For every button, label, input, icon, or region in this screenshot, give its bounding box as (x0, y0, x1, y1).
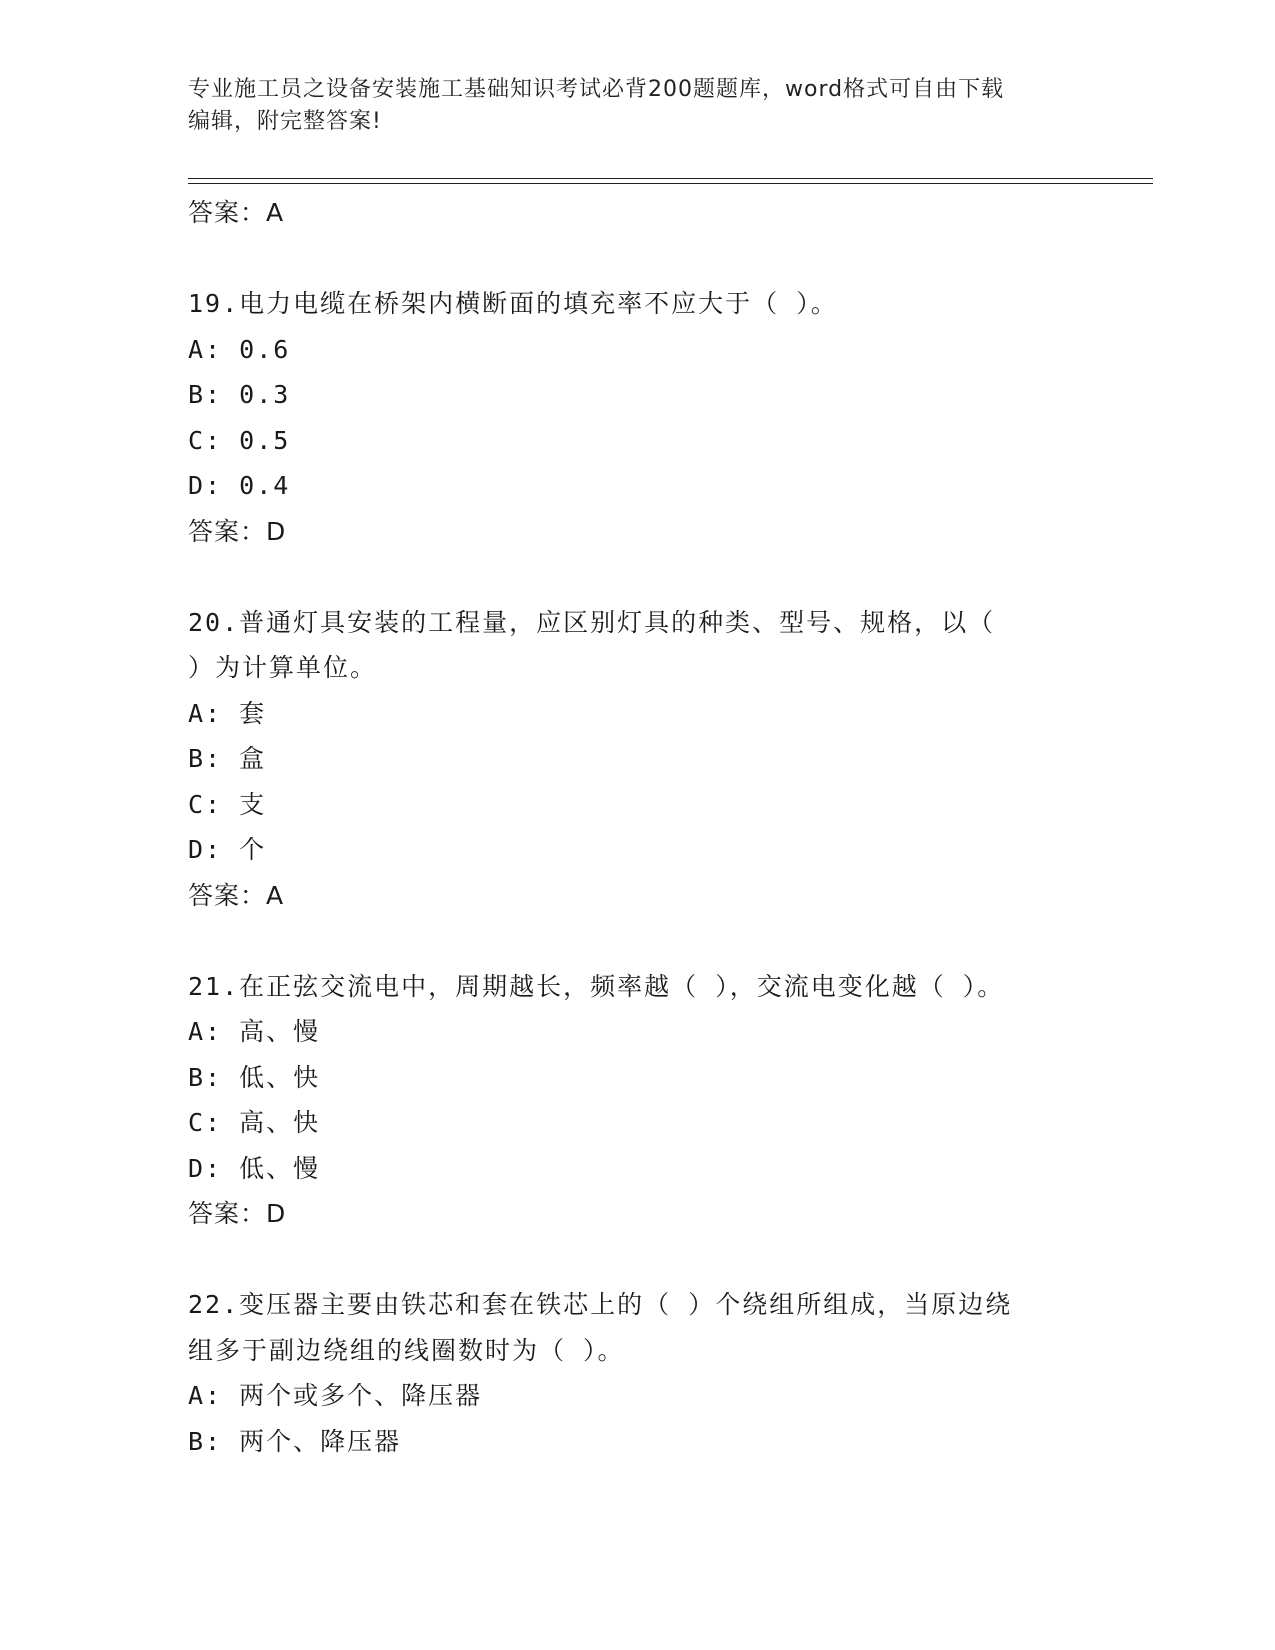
header-rule-top (188, 178, 1153, 179)
document-page (188, 0, 1153, 1650)
option-c: C: 0.5 (188, 425, 291, 455)
option-b: B: 盒 (188, 744, 267, 773)
spacer (188, 918, 1153, 964)
option-d: D: 低、慢 (188, 1153, 321, 1183)
page-header (188, 74, 1068, 138)
option-b: B: 低、快 (188, 1062, 321, 1092)
question-stem: 21.在正弦交流电中，周期越长，频率越（ ），交流电变化越（ ）。 (188, 971, 1005, 1001)
option-a: A: 高、慢 (188, 1017, 321, 1046)
question-stem: 20.普通灯具安装的工程量，应区别灯具的种类、型号、规格，以（ (188, 607, 996, 637)
header-rule-bottom (188, 183, 1153, 184)
option-c: C: 支 (188, 789, 267, 819)
question-21 (188, 964, 1153, 1237)
option-a: A: 两个或多个、降压器 (188, 1381, 483, 1410)
option-a: A: 套 (188, 698, 267, 728)
option-d: D: 个 (188, 835, 267, 864)
header-line-2: 编辑，附完整答案! (188, 109, 382, 134)
option-b: B: 两个、降压器 (188, 1426, 402, 1456)
option-c: C: 高、快 (188, 1108, 321, 1137)
spacer (188, 554, 1153, 600)
question-answer: 答案：D (188, 1199, 287, 1228)
previous-answer: 答案：A (188, 198, 285, 227)
option-d: D: 0.4 (188, 471, 291, 500)
question-20 (188, 600, 1153, 919)
question-stem: 22.变压器主要由铁芯和套在铁芯上的（ ）个绕组所组成，当原边绕 (188, 1290, 1013, 1319)
question-stem-continued: 组多于副边绕组的线圈数时为（ ）。 (188, 1335, 625, 1365)
spacer (188, 236, 1153, 282)
question-19 (188, 281, 1153, 554)
option-b: B: 0.3 (188, 380, 291, 409)
question-stem: 19.电力电缆在桥架内横断面的填充率不应大于（ ）。 (188, 289, 838, 318)
document-body (188, 190, 1153, 1464)
question-answer: 答案：D (188, 516, 287, 546)
question-stem-continued: ）为计算单位。 (188, 653, 378, 682)
question-22 (188, 1282, 1153, 1464)
option-a: A: 0.6 (188, 334, 291, 364)
spacer (188, 1237, 1153, 1283)
question-answer: 答案：A (188, 880, 285, 910)
header-line-1: 专业施工员之设备安装施工基础知识考试必背200题题库，word格式可自由下载 (188, 77, 1005, 102)
